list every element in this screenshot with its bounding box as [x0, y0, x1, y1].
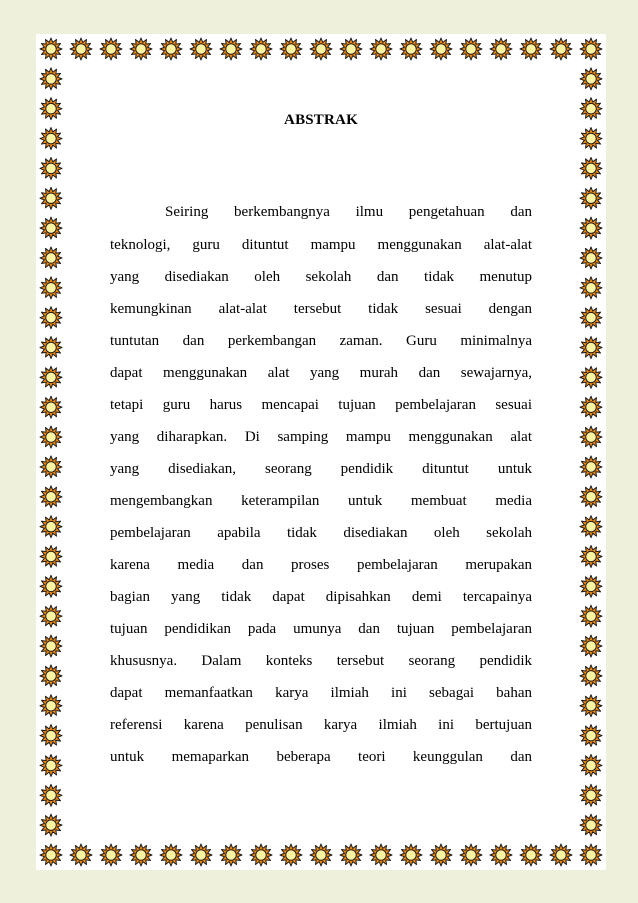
sun-icon	[580, 695, 602, 717]
text-line: teknologi, guru dituntut mampu menggunakan alat-alat	[110, 237, 532, 253]
sun-icon	[460, 844, 482, 866]
sun-icon	[580, 307, 602, 329]
sun-icon	[160, 38, 182, 60]
sun-icon	[340, 38, 362, 60]
sun-icon	[40, 307, 62, 329]
sun-icon	[250, 844, 272, 866]
sun-icon	[190, 38, 212, 60]
sun-icon	[580, 337, 602, 359]
sun-icon	[40, 396, 62, 418]
sun-icon	[580, 486, 602, 508]
text-line: Seiring berkembangnya ilmu pengetahuan dan	[165, 204, 532, 220]
sun-icon	[580, 277, 602, 299]
sun-icon	[490, 38, 512, 60]
sun-icon	[580, 68, 602, 90]
sun-icon	[40, 516, 62, 538]
sun-icon	[40, 247, 62, 269]
sun-border	[36, 34, 606, 870]
sun-icon	[100, 844, 122, 866]
sun-icon	[70, 844, 92, 866]
sun-icon	[580, 754, 602, 776]
sun-icon	[40, 486, 62, 508]
sun-icon	[520, 844, 542, 866]
text-line: yang disediakan oleh sekolah dan tidak menutup	[110, 269, 532, 285]
sun-icon	[580, 157, 602, 179]
text-line: untuk memaparkan beberapa teori keunggulan dan	[110, 749, 532, 765]
sun-icon	[280, 38, 302, 60]
sun-icon	[40, 635, 62, 657]
text-line: yang diharapkan. Di samping mampu menggunakan alat	[110, 429, 532, 445]
sun-icon	[40, 456, 62, 478]
sun-icon	[340, 844, 362, 866]
sun-icon	[430, 844, 452, 866]
sun-icon	[40, 366, 62, 388]
sun-icon	[580, 426, 602, 448]
sun-icon	[400, 38, 422, 60]
sun-icon	[580, 247, 602, 269]
sun-icon	[580, 725, 602, 747]
sun-icon	[400, 844, 422, 866]
page-title: ABSTRAK	[284, 112, 358, 128]
sun-icon	[40, 784, 62, 806]
sun-icon	[370, 38, 392, 60]
sun-icon	[40, 187, 62, 209]
sun-icon	[100, 38, 122, 60]
sun-icon	[160, 844, 182, 866]
sun-icon	[220, 38, 242, 60]
sun-icon	[580, 187, 602, 209]
text-line: bagian yang tidak dapat dipisahkan demi tercapainya	[110, 589, 532, 605]
sun-icon	[40, 814, 62, 836]
sun-icon	[580, 575, 602, 597]
sun-icon	[130, 38, 152, 60]
text-line: yang disediakan, seorang pendidik dituntut untuk	[110, 461, 532, 477]
sun-icon	[40, 545, 62, 567]
sun-icon	[370, 844, 392, 866]
sun-icon	[580, 217, 602, 239]
sun-icon	[490, 844, 512, 866]
sun-icon	[580, 38, 602, 60]
sun-icon	[40, 337, 62, 359]
sun-icon	[40, 217, 62, 239]
sun-icon	[580, 784, 602, 806]
sun-icon	[70, 38, 92, 60]
sun-icon	[580, 545, 602, 567]
sun-icon	[40, 38, 62, 60]
sun-icon	[460, 38, 482, 60]
sun-icon	[40, 725, 62, 747]
text-line: mengembangkan keterampilan untuk membuat media	[110, 493, 532, 509]
text-line: pembelajaran apabila tidak disediakan oleh sekolah	[110, 525, 532, 541]
sun-icon	[580, 516, 602, 538]
text-line: khususnya. Dalam konteks tersebut seorang pendidik	[110, 653, 532, 669]
sun-icon	[40, 754, 62, 776]
sun-icon	[580, 665, 602, 687]
sun-icon	[580, 635, 602, 657]
text-line: referensi karena penulisan karya ilmiah ini bertujuan	[110, 717, 532, 733]
sun-icon	[580, 605, 602, 627]
text-line: dapat memanfaatkan karya ilmiah ini sebagai bahan	[110, 685, 532, 701]
text-line: kemungkinan alat-alat tersebut tidak sesuai dengan	[110, 301, 532, 317]
text-line: karena media dan proses pembelajaran merupakan	[110, 557, 532, 573]
sun-icon	[40, 68, 62, 90]
sun-icon	[40, 128, 62, 150]
text-line: tujuan pendidikan pada umunya dan tujuan pembelajaran	[110, 621, 532, 637]
document-page	[36, 34, 606, 870]
sun-icon	[580, 128, 602, 150]
sun-icon	[430, 38, 452, 60]
sun-icon	[310, 844, 332, 866]
sun-icon	[40, 665, 62, 687]
sun-icon	[40, 695, 62, 717]
sun-icon	[280, 844, 302, 866]
sun-icon	[550, 38, 572, 60]
sun-icon	[580, 814, 602, 836]
sun-icon	[40, 575, 62, 597]
sun-icon	[580, 366, 602, 388]
sun-icon	[310, 38, 332, 60]
sun-icon	[130, 844, 152, 866]
text-line: tetapi guru harus mencapai tujuan pembelajaran sesuai	[110, 397, 532, 413]
text-line: dapat menggunakan alat yang murah dan sewajarnya,	[110, 365, 532, 381]
sun-icon	[580, 456, 602, 478]
sun-icon	[40, 426, 62, 448]
sun-icon	[40, 277, 62, 299]
sun-icon	[40, 605, 62, 627]
sun-icon	[250, 38, 272, 60]
sun-icon	[550, 844, 572, 866]
sun-icon	[520, 38, 542, 60]
sun-icon	[40, 157, 62, 179]
sun-icon	[190, 844, 212, 866]
sun-icon	[580, 844, 602, 866]
sun-icon	[220, 844, 242, 866]
text-line: tuntutan dan perkembangan zaman. Guru minimalnya	[110, 333, 532, 349]
sun-icon	[580, 396, 602, 418]
sun-icon	[40, 844, 62, 866]
